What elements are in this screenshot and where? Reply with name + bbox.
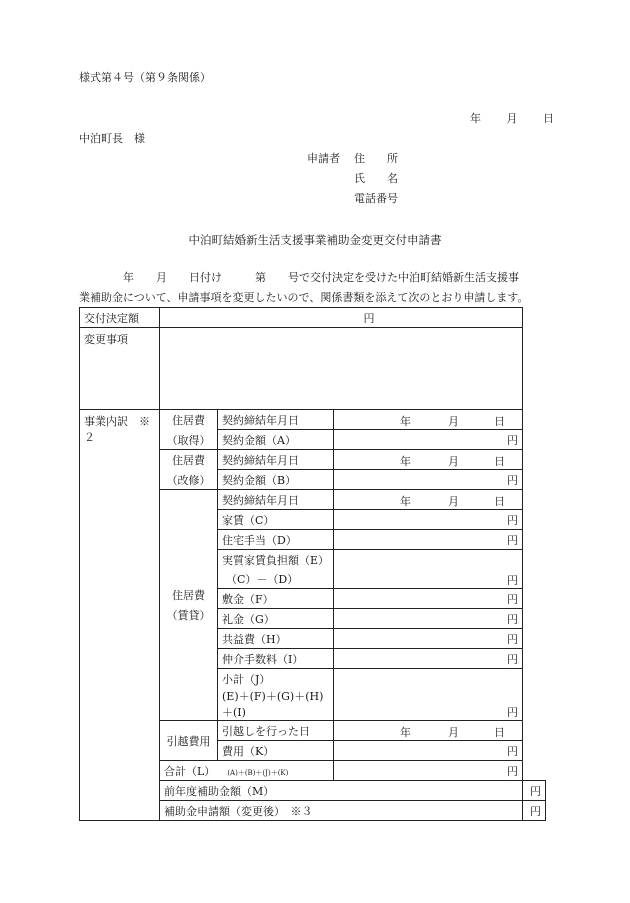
contract-amount-a-label: 契約金額（A） bbox=[218, 430, 334, 450]
actual-rent-e-label: 実質家賃負担額（E） bbox=[218, 550, 334, 570]
addressee: 中泊町長 様 bbox=[79, 132, 145, 145]
contract-date-label: 契約締結年月日 bbox=[218, 450, 334, 470]
deposit-f-label: 敷金（F） bbox=[218, 589, 334, 609]
total-l-label: 合計（L） (A)＋(B)＋(J)＋(K) bbox=[160, 761, 334, 781]
request-amount-value: 円 bbox=[523, 801, 546, 821]
request-amount-label: 補助金申請額（変更後） ※３ bbox=[160, 801, 523, 821]
actual-rent-e-value: 円 bbox=[334, 550, 523, 589]
contract-amount-a-value: 円 bbox=[334, 430, 523, 450]
moving-date-label: 引越しを行った日 bbox=[218, 721, 334, 741]
body-text-line-1: 年 月 日付け 第 号で交付決定を受けた中泊町結婚新生活支援事 bbox=[123, 271, 519, 284]
rent-c-value: 円 bbox=[334, 510, 523, 530]
contract-date-value: 年 月 日 bbox=[334, 410, 523, 430]
total-l-value: 円 bbox=[334, 761, 523, 781]
housing-acquire-label: 住居費 （取得） bbox=[160, 410, 218, 450]
subtotal-formula: (E)＋(F)＋(G)＋(H)＋(I) bbox=[218, 688, 334, 721]
key-money-g-label: 礼金（G） bbox=[218, 609, 334, 629]
date-year: 年 bbox=[470, 112, 481, 125]
applicant-address-label: 住 所 bbox=[354, 152, 398, 165]
housing-rent-label: 住居費 （賃貸） bbox=[160, 490, 218, 721]
form-number: 様式第４号（第９条関係） bbox=[79, 71, 211, 84]
applicant-name-label: 氏 名 bbox=[354, 172, 398, 185]
allowance-d-label: 住宅手当（D） bbox=[218, 530, 334, 550]
broker-fee-i-label: 仲介手数料（I） bbox=[218, 649, 334, 669]
contract-date-label: 契約締結年月日 bbox=[218, 410, 334, 430]
prior-year-m-value: 円 bbox=[523, 781, 546, 801]
changes-label: 変更事項 bbox=[80, 328, 160, 410]
body-text-line-2: 業補助金について、申請事項を変更したいので、関係書類を添えて次のとおり申請します。 bbox=[79, 291, 529, 304]
date-day: 日 bbox=[543, 112, 554, 125]
common-fee-h-value: 円 bbox=[334, 629, 523, 649]
total-formula: (A)＋(B)＋(J)＋(K) bbox=[227, 768, 289, 777]
key-money-g-value: 円 bbox=[334, 609, 523, 629]
actual-rent-formula: （C）－（D） bbox=[218, 569, 334, 589]
subtotal-j-label: 小計（J） bbox=[218, 669, 334, 689]
date-month: 月 bbox=[506, 112, 518, 125]
moving-label: 引越費用 bbox=[160, 721, 218, 761]
decided-amount-label: 交付決定額 bbox=[80, 308, 160, 328]
applicant-phone-label: 電話番号 bbox=[354, 192, 398, 205]
allowance-d-value: 円 bbox=[334, 530, 523, 550]
subtotal-j-value: 円 bbox=[334, 669, 523, 721]
decided-amount-value: 円 bbox=[160, 308, 523, 328]
applicant-label: 申請者 bbox=[307, 152, 340, 165]
moving-cost-k-label: 費用（K） bbox=[218, 741, 334, 761]
application-date bbox=[470, 110, 554, 126]
contract-date-value: 年 月 日 bbox=[334, 490, 523, 510]
breakdown-label: 事業内訳 ※２ bbox=[80, 410, 160, 821]
moving-date-value: 年 月 日 bbox=[334, 721, 523, 741]
moving-cost-k-value: 円 bbox=[334, 741, 523, 761]
document-title: 中泊町結婚新生活支援事業補助金変更交付申請書 bbox=[188, 233, 442, 247]
contract-date-value: 年 月 日 bbox=[334, 450, 523, 470]
common-fee-h-label: 共益費（H） bbox=[218, 629, 334, 649]
contract-amount-b-label: 契約金額（B） bbox=[218, 470, 334, 490]
broker-fee-i-value: 円 bbox=[334, 649, 523, 669]
rent-c-label: 家賃（C） bbox=[218, 510, 334, 530]
housing-renovate-label: 住居費 （改修） bbox=[160, 450, 218, 490]
application-table bbox=[79, 307, 546, 821]
changes-value bbox=[160, 328, 523, 410]
prior-year-m-label: 前年度補助金額（M） bbox=[160, 781, 523, 801]
contract-amount-b-value: 円 bbox=[334, 470, 523, 490]
deposit-f-value: 円 bbox=[334, 589, 523, 609]
contract-date-label: 契約締結年月日 bbox=[218, 490, 334, 510]
